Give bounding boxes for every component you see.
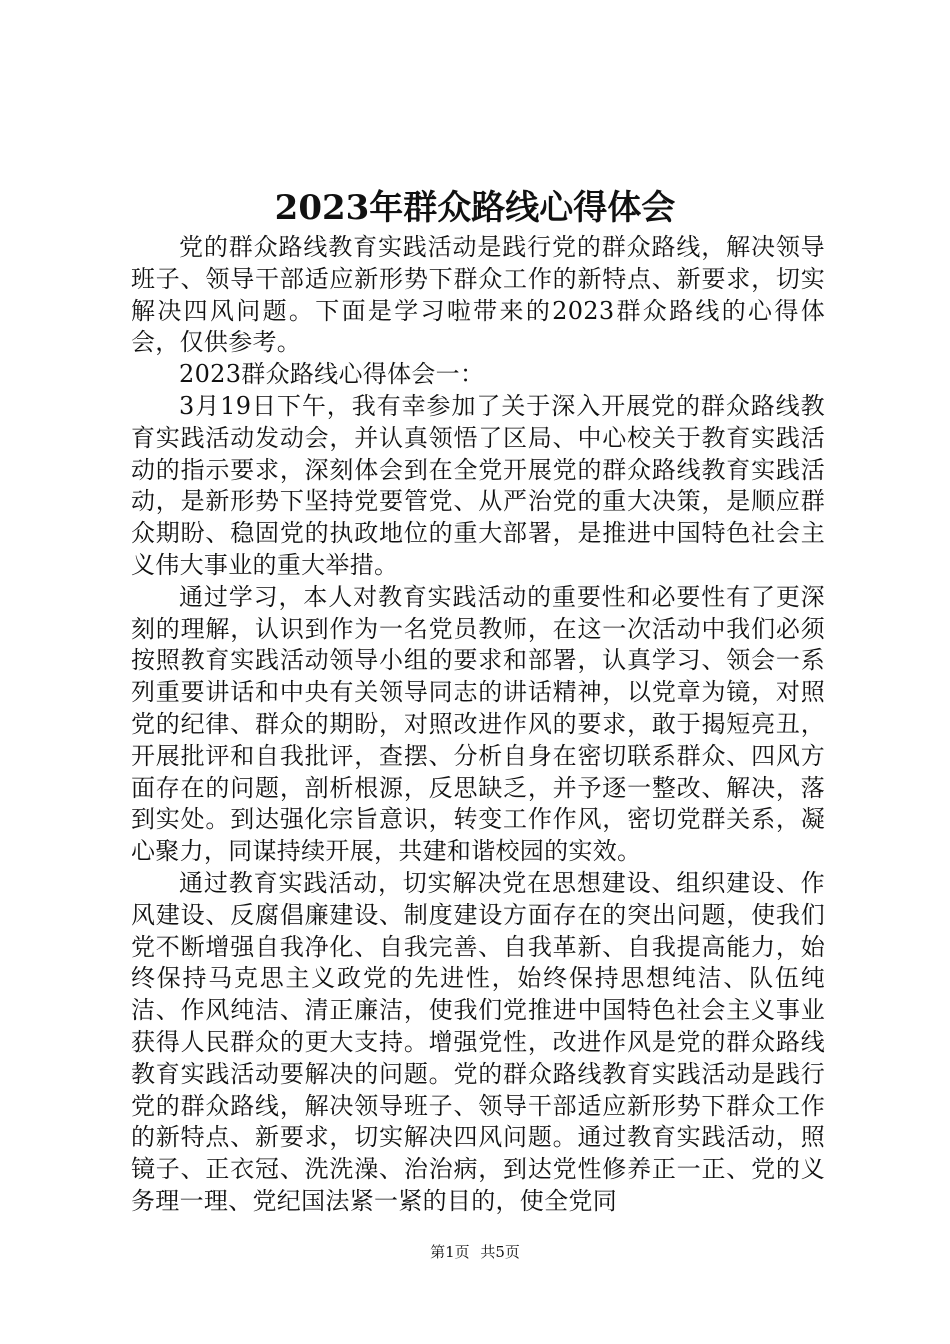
page-number: 第1页: [430, 1243, 470, 1261]
paragraph-3: 通过教育实践活动，切实解决党在思想建设、组织建设、作风建设、反腐倡廉建设、制度建设方面存在的突出问题，使我们党不断增强自我净化、自我完善、自我革新、自我提高能力，始终保持马克思主义政党的先进性，始终保持思想纯洁、队伍纯洁、作风纯洁、清正廉洁，使我们党推进中国特色社会主义事业获得人民群众的更大支持。增强党性，改进作风是党的群众路线教育实践活动要解决的问题。党的群众路线教育实践活动是践行党的群众路线，解决领导班子、领导干部适应新形势下群众工作的新特点、新要求，切实解决四风问题。通过教育实践活动，照镜子、正衣冠、洗洗澡、治治病，到达党性修养正一正、党的义务理一理、党纪国法紧一紧的目的，使全党同: [131, 868, 825, 1215]
paragraph-2: 通过学习，本人对教育实践活动的重要性和必要性有了更深刻的理解，认识到作为一名党员教师，在这一次活动中我们必须按照教育实践活动领导小组的要求和部署，认真学习、领会一系列重要讲话和中央有关领导同志的讲话精神，以党章为镜，对照党的纪律、群众的期盼，对照改进作风的要求，敢于揭短亮丑，开展批评和自我批评，查摆、分析自身在密切联系群众、四风方面存在的问题，剖析根源，反思缺乏，并予逐一整改、解决，落到实处。到达强化宗旨意识，转变工作作风，密切党群关系，凝心聚力，同谋持续开展，共建和谐校园的实效。: [131, 582, 825, 866]
document-body: [131, 232, 825, 1218]
paragraph-intro: 党的群众路线教育实践活动是践行党的群众路线，解决领导班子、领导干部适应新形势下群众工作的新特点、新要求，切实解决四风问题。下面是学习啦带来的2023群众路线的心得体会，仅供参考。: [131, 233, 825, 357]
paragraph-1: 3月19日下午，我有幸参加了关于深入开展党的群众路线教育实践活动发动会，并认真领悟了区局、中心校关于教育实践活动的指示要求，深刻体会到在全党开展党的群众路线教育实践活动，是新形势下坚持党要管党、从严治党的重大决策，是顺应群众期盼、稳固党的执政地位的重大部署，是推进中国特色社会主义伟大事业的重大举措。: [131, 391, 825, 579]
paragraph-subheading: 2023群众路线心得体会一：: [179, 360, 485, 389]
document-title: 2023年群众路线心得体会: [274, 188, 676, 228]
page-footer: [0, 1242, 950, 1262]
page-total: 共5页: [480, 1243, 520, 1261]
